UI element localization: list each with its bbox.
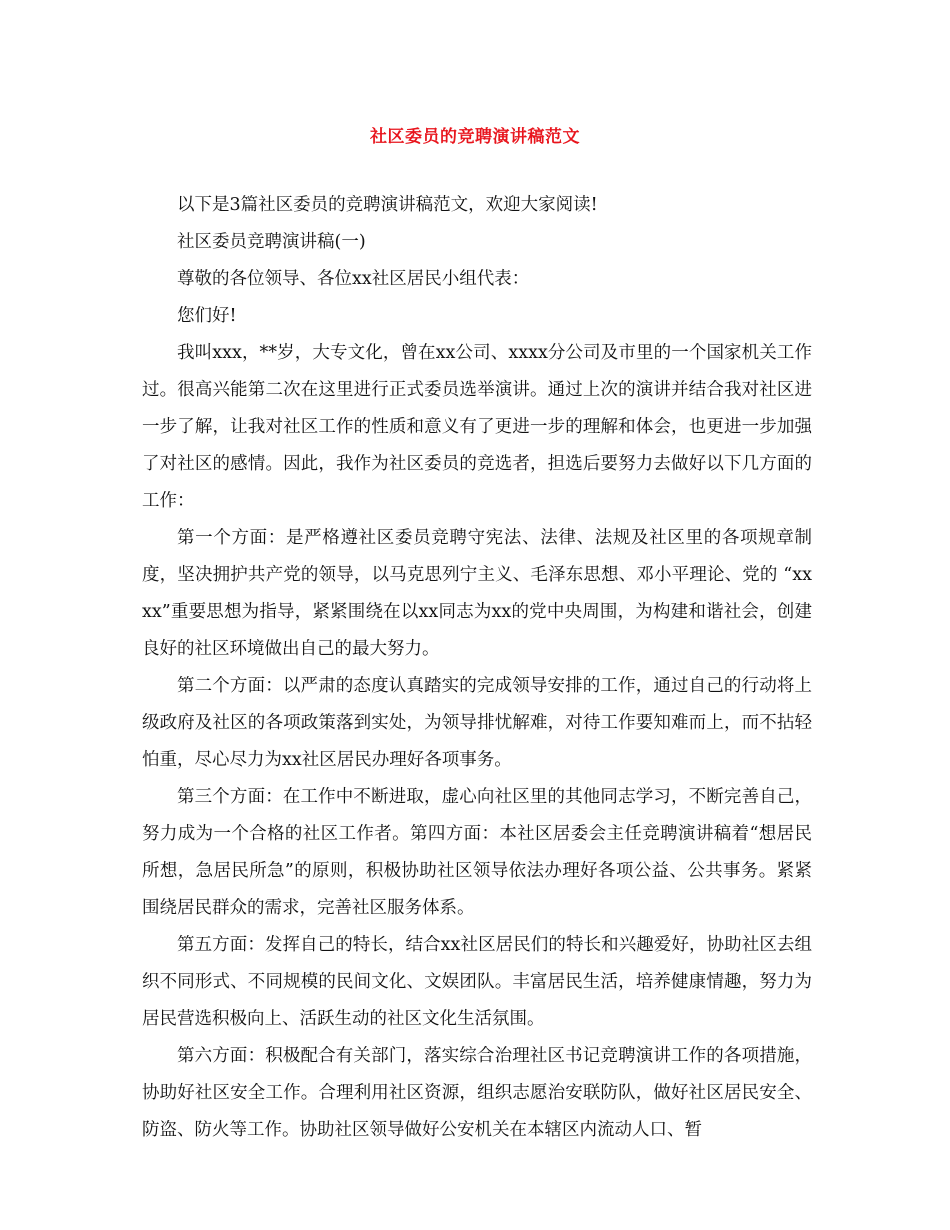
speech-heading: 社区委员竞聘演讲稿(一) — [177, 232, 366, 252]
intro-paragraph: 以下是3篇社区委员的竞聘演讲稿范文，欢迎大家阅读! — [177, 195, 598, 215]
greeting: 您们好! — [177, 306, 237, 326]
salutation: 尊敬的各位领导、各位xx社区居民小组代表： — [177, 269, 530, 289]
aspect-two-paragraph: 第二个方面：以严肃的态度认真踏实的完成领导安排的工作，通过自己的行动将上级政府及社区的各项政策落到实处，为领导排忧解难，对待工作要知难而上，而不拈轻怕重，尽心尽力为xx社区居民办理好各项事务。 — [142, 676, 812, 770]
aspect-three-paragraph: 第三个方面：在工作中不断进取，虚心向社区里的其他同志学习，不断完善自己，努力成为一个合格的社区工作者。第四方面：本社区居委会主任竞聘演讲稿着“想居民所想，急居民所急”的原则，积极协助社区领导依法办理好各项公益、公共事务。紧紧围绕居民群众的需求，完善社区服务体系。 — [142, 787, 812, 918]
aspect-five-paragraph: 第五方面：发挥自己的特长，结合xx社区居民们的特长和兴趣爱好，协助社区去组织不同形式、不同规模的民间文化、文娱团队。丰富居民生活，培养健康情趣，努力为居民营选积极向上、活跃生动的社区文化生活氛围。 — [142, 935, 812, 1029]
document-body — [142, 187, 812, 1149]
self-introduction-paragraph: 我叫xxx，**岁，大专文化，曾在xx公司、xxxx分公司及市里的一个国家机关工作过。很高兴能第二次在这里进行正式委员选举演讲。通过上次的演讲并结合我对社区进一步了解，让我对社区工作的性质和意义有了更进一步的理解和体会，也更进一步加强了对社区的感情。因此，我作为社区委员的竞选者，担选后要努力去做好以下几方面的工作： — [142, 343, 812, 511]
aspect-six-paragraph: 第六方面：积极配合有关部门，落实综合治理社区书记竞聘演讲工作的各项措施，协助好社区安全工作。合理利用社区资源，组织志愿治安联防队，做好社区居民安全、防盗、防火等工作。协助社区领导做好公安机关在本辖区内流动人口、暂 — [142, 1046, 812, 1140]
document-title: 社区委员的竞聘演讲稿范文 — [370, 127, 580, 147]
aspect-one-paragraph: 第一个方面：是严格遵社区委员竞聘守宪法、法律、法规及社区里的各项规章制度，坚决拥护共产党的领导，以马克思列宁主义、毛泽东思想、邓小平理论、党的 “xxxx”重要思想为指导，紧紧围绕在以xx同志为xx的党中央周围，为构建和谐社会，创建良好的社区环境做出自己的最大努力。 — [142, 528, 812, 659]
